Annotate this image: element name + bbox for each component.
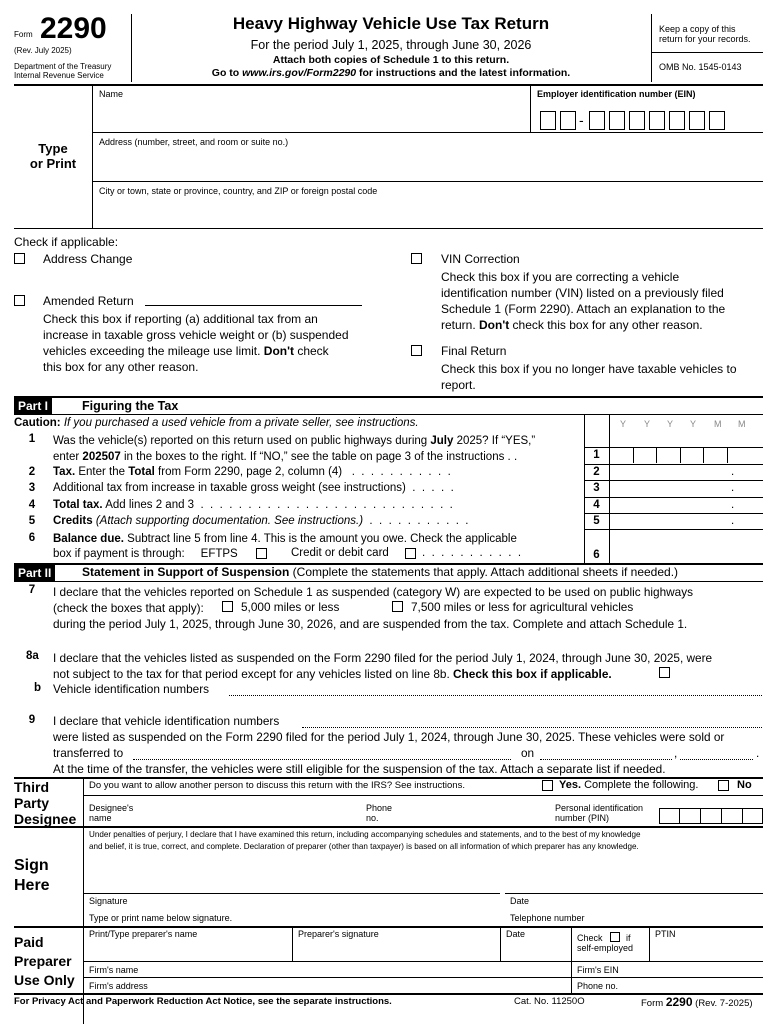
line9-transferee-field[interactable] [133,759,511,760]
catalog-number: Cat. No. 11250O [514,996,585,1007]
paid-preparer-title: Paid Preparer Use Only [14,934,75,988]
preparer-signature-field[interactable] [298,941,498,960]
designee-question: Do you want to allow another person to discuss this return with the IRS? See instructions. [89,780,465,791]
keep-copy-line2: return for your records. [659,34,751,44]
line2-amount[interactable] [610,465,763,479]
self-employed-label: self-employed [577,943,634,953]
final-return-label: Final Return [441,344,507,358]
designee-pin-label: Personal identification number (PIN) [555,803,644,823]
address-field[interactable] [93,135,763,179]
signature-field[interactable] [89,858,499,892]
telephone-label: Telephone number [510,913,585,923]
city-field[interactable] [93,184,763,227]
irs-url[interactable]: www.irs.gov/Form2290 [242,67,357,79]
eftps-checkbox[interactable] [256,548,267,559]
line6-number: 6 [28,532,36,544]
designee-name-field[interactable] [125,802,360,824]
city-label: City or town, state or province, country, and ZIP or foreign postal code [99,186,378,196]
third-party-designee-title: Third Party Designee [14,779,77,827]
ymd-y3: Y [667,419,674,429]
7500-miles-label: 7,500 miles or less for agricultural vehicles [411,600,634,614]
line3-text: Additional tax from increase in taxable gross weight (see instructions) . . . . . [53,482,454,494]
self-employed-if: if [626,933,631,943]
line8a-text: I declare that the vehicles listed as suspended on the Form 2290 filed for the period July 1, 2024, through June 30, 2025, were not subject to the tax for that period except for any vehicles listed on line 8b. Check this box if applicable. [53,651,713,681]
preparer-signature-label: Preparer's signature [298,929,379,939]
type-or-print-label: Type or Print [29,141,77,171]
form-word: Form [14,30,33,39]
form-period: For the period July 1, 2025, through June 30, 2026 [250,38,532,52]
line5-amount[interactable] [610,514,763,528]
col-line2: 2 [593,466,600,478]
preparer-name-field[interactable] [89,941,289,960]
sign-here-title: Sign Here [14,857,50,894]
ymd-y1: Y [620,419,627,429]
col-line5: 5 [593,515,600,527]
firm-address-field[interactable] [144,979,569,992]
print-name-label: Type or print name below signature. [89,913,233,923]
address-change-label: Address Change [43,252,133,266]
designee-yes-checkbox[interactable] [542,780,553,791]
firm-phone-field[interactable] [625,979,763,992]
designee-no-checkbox[interactable] [718,780,729,791]
line4-amount[interactable] [610,498,763,512]
amended-return-description: Check this box if reporting (a) additional tax from an increase in taxable gross vehicle weight or (b) suspended vehicles exceeding the mileage use limit. Don't check this box for any other reason. [43,312,349,374]
form-header [0,0,776,86]
line9-date-field[interactable] [540,759,672,760]
name-field[interactable] [93,88,530,131]
perjury-statement: Under penalties of perjury, I declare that I have examined this return, including accompanying schedules and statements, and to the best of my knowledge and belief, it is true, correct, and complete. Declaration of preparer (other than taxpayer) is based on all information of which preparer has any knowledge. [89,830,641,851]
line2-number: 2 [28,466,36,478]
line8a-checkbox[interactable] [659,667,670,678]
line8b-vin-field[interactable] [229,695,762,696]
line9-vin-field[interactable] [302,727,762,728]
line6-text: Balance due. Subtract line 5 from line 4. This is the amount you owe. Check the applicable box if payment is through: EFTPS [53,533,517,560]
vin-correction-description: Check this box if you are correcting a vehicle identification number (VIN) listed on a previously filed Schedule 1 (Form 2290). Attach an explanation to the return. Don't check this box for any other reason. [441,270,726,332]
firm-ein-label: Firm's EIN [577,965,619,975]
7500-miles-checkbox[interactable] [392,601,403,612]
line1-text: Was the vehicle(s) reported on this return used on public highways during July 2025? If “YES,” enter 202507 in the boxes to the right. If “NO,” see the table on page 3 of the instructions . . [53,435,536,463]
line8b-label: Vehicle identification numbers [53,682,210,696]
address-label: Address (number, street, and room or suite no.) [99,137,289,147]
designee-phone-label: Phone no. [366,803,393,823]
col-line6: 6 [593,549,600,561]
keep-copy-line1: Keep a copy of this [659,24,736,34]
firm-name-field[interactable] [134,963,569,976]
ymd-y2: Y [644,419,651,429]
designee-name-label: Designee's name [89,803,134,823]
line9-text-a: I declare that vehicle identification numbers [53,714,280,728]
omb-number: OMB No. 1545-0143 [659,62,742,72]
ptin-field[interactable] [655,941,763,960]
ymd-m2: M [738,419,746,429]
printed-name-field[interactable] [89,898,499,910]
privacy-notice: For Privacy Act and Paperwork Reduction Act Notice, see the separate instructions. [14,996,392,1007]
instructions-note: Go to www.irs.gov/Form2290 for instructions and the latest information. [211,67,571,79]
part1-title: Figuring the Tax [82,399,179,413]
line9-year-field[interactable] [680,759,753,760]
credit-debit-label: Credit or debit card [291,547,389,559]
sign-date-label: Date [510,896,530,906]
form-title: Heavy Highway Vehicle Use Tax Return [232,14,550,33]
line9-text-d: At the time of the transfer, the vehicles were still eligible for the suspension of the tax. Attach a separate list if needed. [53,762,666,776]
credit-debit-checkbox[interactable] [405,548,416,559]
check-if-applicable: Check if applicable: [14,235,119,249]
line6-amount[interactable] [610,530,763,562]
designee-yes-label: Yes. Complete the following. [559,779,699,791]
part2-label: Part II [14,565,55,581]
attach-note: Attach both copies of Schedule 1 to this return. [272,54,510,66]
final-return-description: Check this box if you no longer have taxable vehicles to report. [441,362,737,392]
signature-label: Signature [89,896,128,906]
line4-number: 4 [28,499,36,511]
col-line4: 4 [593,499,600,511]
final-return-checkbox[interactable] [411,345,422,356]
preparer-date-label: Date [506,929,526,939]
form-number: 2290 [40,12,107,45]
col-line3: 3 [593,482,600,494]
line5-text: Credits (Attach supporting documentation. See instructions.) . . . . . . . . . . . [53,515,469,527]
self-employed-check-label: Check [577,933,603,943]
part1-caution: Caution: If you purchased a used vehicle from a private seller, see instructions. [14,417,419,429]
sign-date-field[interactable] [510,858,763,892]
line7-text: I declare that the vehicles reported on Schedule 1 as suspended (category W) are expected to be used on public highways (check the boxes that apply): during the period July 1, 2025, through June 30, 2026, and are suspended from the tax. Complete and attach Schedule 1. [53,585,694,631]
designee-no-label: No [737,779,752,791]
line8b-letter: b [34,682,42,694]
line9-period: . [756,746,760,760]
address-change-checkbox[interactable] [14,253,25,264]
line7-number: 7 [28,584,36,596]
department: Department of the Treasury [14,62,112,71]
line4-text: Total tax. Add lines 2 and 3 . . . . . . . . . . . . . . . . . . . . . . . . . . . [53,499,453,511]
line3-amount[interactable] [610,481,763,496]
line9-on-label: on [521,746,535,760]
line9-text-b: were listed as suspended on the Form 2290 filed for the period July 1, 2024, through June 30, 2025. These vehicles were sold or [53,730,725,744]
telephone-field[interactable] [510,898,763,910]
firm-address-label: Firm's address [89,981,148,991]
firm-name-label: Firm's name [89,965,139,975]
col-line1: 1 [593,449,600,461]
footer-form-id: Form 2290 (Rev. 7-2025) [641,995,753,1009]
irs-label: Internal Revenue Service [14,71,104,80]
self-employed-checkbox[interactable] [610,932,620,942]
designee-phone-field[interactable] [385,802,550,824]
5000-miles-checkbox[interactable] [222,601,233,612]
ptin-label: PTIN [655,929,676,939]
amended-return-checkbox[interactable] [14,295,25,306]
line9-transferred-label: transferred to [53,746,124,760]
part1-label: Part I [14,398,52,414]
ein-label: Employer identification number (EIN) [537,89,696,99]
ymd-y4: Y [690,419,697,429]
part2-title: Statement in Support of Suspension (Complete the statements that apply. Attach additional sheets if needed.) [82,565,679,579]
line3-number: 3 [28,482,36,494]
ymd-m1: M [714,419,722,429]
line9-comma: , [674,746,678,760]
firm-ein-field[interactable] [620,963,763,976]
line2-text: Tax. Enter the Total from Form 2290, page 2, column (4) . . . . . . . . . . . [53,466,451,478]
line5-number: 5 [28,515,36,527]
line8a-number: 8a [26,650,39,662]
preparer-date-field[interactable] [506,941,568,960]
vin-correction-label: VIN Correction [441,252,520,266]
line1-number: 1 [28,433,36,445]
5000-miles-label: 5,000 miles or less [241,600,340,614]
vin-correction-checkbox[interactable] [411,253,422,264]
name-label: Name [99,89,124,99]
preparer-name-label: Print/Type preparer's name [89,929,198,939]
amended-return-label: Amended Return [43,294,134,308]
form-revision: (Rev. July 2025) [14,46,72,55]
line9-number: 9 [28,714,36,726]
firm-phone-label: Phone no. [577,981,619,991]
